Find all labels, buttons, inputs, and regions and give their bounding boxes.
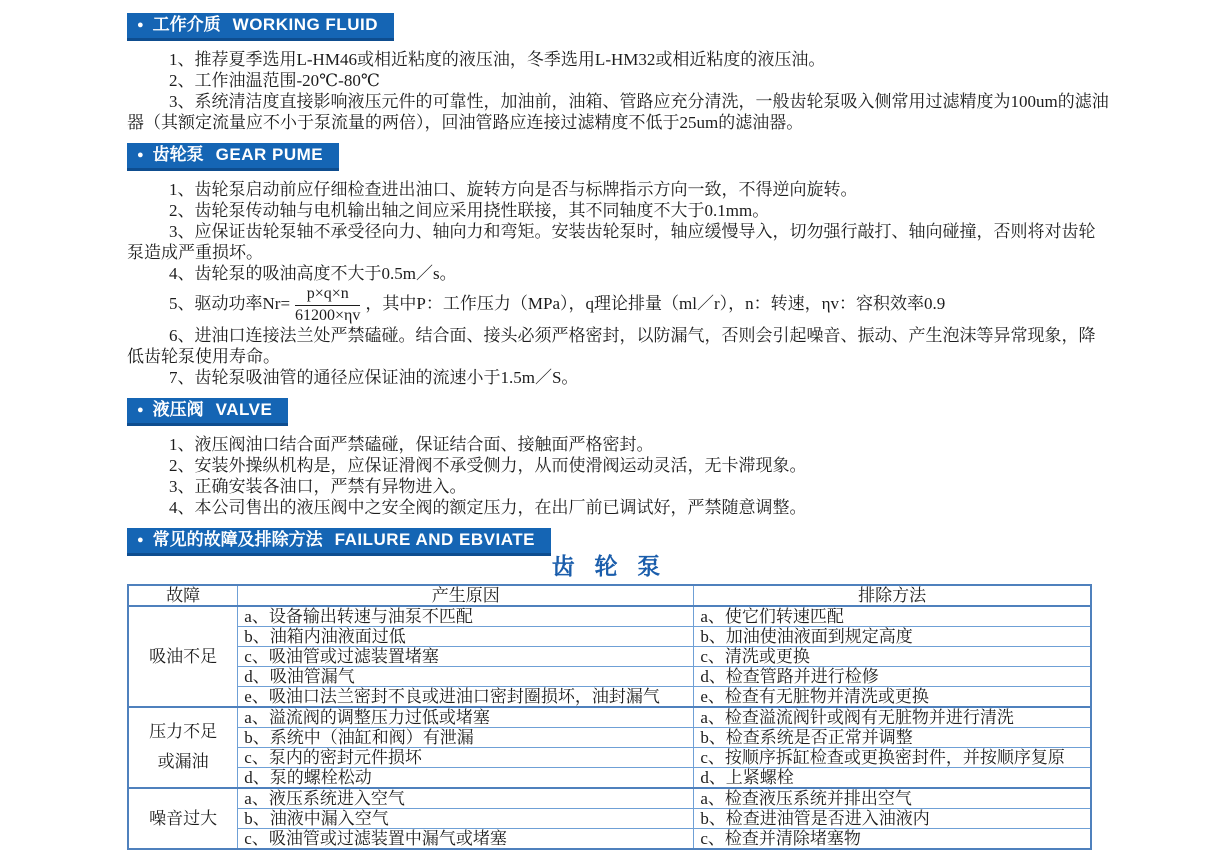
section-title-en: GEAR PUME [215, 145, 324, 164]
failure-table [127, 584, 1092, 850]
remedy-cell: b、检查系统是否正常并调整 [694, 727, 1091, 747]
section-title-zh: 液压阀 [152, 399, 204, 419]
table-row [128, 828, 1091, 849]
table-title-gear-pump: 齿 轮 泵 [551, 553, 668, 579]
bullet-icon: ● [137, 149, 144, 161]
table-row [128, 606, 1091, 627]
working-fluid-item-1: 1、推荐夏季选用L-HM46或相近粘度的液压油，冬季选用L-HM32或相近粘度的液压油。 [169, 50, 826, 69]
section-working-fluid [127, 13, 1112, 133]
bullet-icon: ● [137, 533, 144, 546]
remedy-cell: a、检查溢流阀针或阀有无脏物并进行清洗 [694, 707, 1091, 728]
cause-cell: a、液压系统进入空气 [238, 788, 694, 809]
section-gear-pump [127, 143, 1112, 388]
fault-cell: 噪音过大 [128, 788, 238, 849]
table-row [128, 707, 1091, 728]
cause-cell: c、吸油管或过滤装置中漏气或堵塞 [238, 828, 694, 849]
table-row [128, 747, 1091, 767]
fault-line-1: 压力不足 [149, 722, 218, 742]
table-row [128, 808, 1091, 828]
fraction-numerator: p×q×n [295, 285, 360, 305]
fault-line-2: 或漏油 [157, 752, 209, 772]
section-header-failure [127, 528, 551, 556]
remedy-cell: c、检查并清除堵塞物 [694, 828, 1091, 849]
remedy-cell: c、清洗或更换 [694, 646, 1091, 666]
remedy-cell: b、加油使油液面到规定高度 [694, 626, 1091, 646]
bullet-icon: ● [137, 19, 144, 31]
gear-pump-item-6: 6、进油口连接法兰处严禁磕碰。结合面、接头必须严格密封，以防漏气，否则会引起噪音、振动、产生泡沫等异常现象，降低齿轮泵使用寿命。 [127, 325, 1096, 366]
cause-cell: a、溢流阀的调整压力过低或堵塞 [238, 707, 694, 728]
table-row [128, 666, 1091, 686]
working-fluid-item-2: 2、工作油温范围-20℃-80℃ [169, 71, 380, 90]
formula-fraction [295, 285, 360, 325]
column-header-fault: 故障 [128, 585, 238, 606]
remedy-cell: d、检查管路并进行检修 [694, 666, 1091, 686]
valve-item-1: 1、液压阀油口结合面严禁磕碰，保证结合面、接触面严格密封。 [169, 434, 654, 454]
section-title-en: FAILURE AND EBVIATE [334, 529, 535, 549]
section-header-gear-pump [127, 143, 339, 171]
gear-pump-item-7: 7、齿轮泵吸油管的通径应保证油的流速小于1.5m／S。 [169, 367, 579, 387]
gear-pump-item-2: 2、齿轮泵传动轴与电机输出轴之间应采用挠性联接，其不同轴度不大于0.1mm。 [169, 201, 770, 220]
section-title-en: VALVE [215, 399, 273, 419]
cause-cell: d、吸油管漏气 [238, 666, 694, 686]
section-title-zh: 工作介质 [152, 15, 221, 34]
table-row [128, 646, 1091, 666]
valve-item-3: 3、正确安装各油口，严禁有异物进入。 [169, 476, 467, 496]
cause-cell: b、油液中漏入空气 [238, 808, 694, 828]
gear-pump-item-5-formula [127, 284, 1112, 325]
section-title-en: WORKING FLUID [232, 15, 378, 34]
section-header-working-fluid [127, 13, 394, 41]
column-header-remedy: 排除方法 [694, 585, 1091, 606]
fraction-denominator: 61200×ηv [295, 306, 361, 324]
gear-pump-item-1: 1、齿轮泵启动前应仔细检查进出油口、旋转方向是否与标牌指示方向一致，不得逆向旋转。 [169, 180, 858, 199]
cause-cell: c、泵内的密封元件损坏 [238, 747, 694, 767]
remedy-cell: d、上紧螺栓 [694, 767, 1091, 788]
bullet-icon: ● [137, 403, 144, 416]
working-fluid-item-3: 3、系统清洁度直接影响液压元件的可靠性，加油前，油箱、管路应充分清洗，一般齿轮泵吸入侧常用过滤精度为100um的滤油器（其额定流量应不小于泵流量的两倍），回油管路应连接过滤精度不低于25um的滤油器。 [127, 92, 1109, 132]
table-row [128, 767, 1091, 788]
remedy-cell: a、使它们转速匹配 [694, 606, 1091, 627]
section-title-zh: 常见的故障及排除方法 [152, 529, 323, 549]
table-header-row [128, 585, 1091, 606]
remedy-cell: c、按顺序拆缸检查或更换密封件，并按顺序复原 [694, 747, 1091, 767]
document-content [127, 13, 1112, 850]
fault-cell [128, 707, 238, 788]
cause-cell: e、吸油口法兰密封不良或进油口密封圈损坏，油封漏气 [238, 686, 694, 707]
formula-suffix: ，其中P：工作压力（MPa），q理论排量（ml／r），n：转速，ηv：容积效率0.9 [365, 294, 946, 313]
section-title-zh: 齿轮泵 [152, 145, 204, 164]
cause-cell: a、设备输出转速与油泵不匹配 [238, 606, 694, 627]
gear-pump-item-3: 3、应保证齿轮泵轴不承受径向力、轴向力和弯矩。安装齿轮泵时，轴应缓慢导入，切勿强行敲打、轴向碰撞，否则将对齿轮泵造成严重损坏。 [127, 222, 1096, 262]
fault-group-excessive-noise [128, 788, 1091, 849]
valve-item-4: 4、本公司售出的液压阀中之安全阀的额定压力，在出厂前已调试好，严禁随意调整。 [169, 497, 807, 517]
valve-item-2: 2、安装外操纵机构是，应保证滑阀不承受侧力，从而使滑阀运动灵活，无卡滞现象。 [169, 455, 807, 475]
fault-group-insufficient-suction [128, 606, 1091, 707]
fault-cell: 吸油不足 [128, 606, 238, 707]
table-row [128, 727, 1091, 747]
fault-group-low-pressure-or-leak [128, 707, 1091, 788]
table-row [128, 788, 1091, 809]
remedy-cell: b、检查进油管是否进入油液内 [694, 808, 1091, 828]
formula-prefix: 5、驱动功率Nr= [169, 294, 291, 313]
cause-cell: d、泵的螺栓松动 [238, 767, 694, 788]
cause-cell: c、吸油管或过滤装置堵塞 [238, 646, 694, 666]
section-failure [127, 528, 1112, 850]
section-header-valve [127, 398, 288, 426]
table-row [128, 626, 1091, 646]
remedy-cell: a、检查液压系统并排出空气 [694, 788, 1091, 809]
column-header-cause: 产生原因 [238, 585, 694, 606]
cause-cell: b、油箱内油液面过低 [238, 626, 694, 646]
gear-pump-item-4: 4、齿轮泵的吸油高度不大于0.5m／s。 [169, 264, 457, 283]
cause-cell: b、系统中（油缸和阀）有泄漏 [238, 727, 694, 747]
section-valve [127, 398, 1112, 518]
remedy-cell: e、检查有无脏物并清洗或更换 [694, 686, 1091, 707]
table-row [128, 686, 1091, 707]
